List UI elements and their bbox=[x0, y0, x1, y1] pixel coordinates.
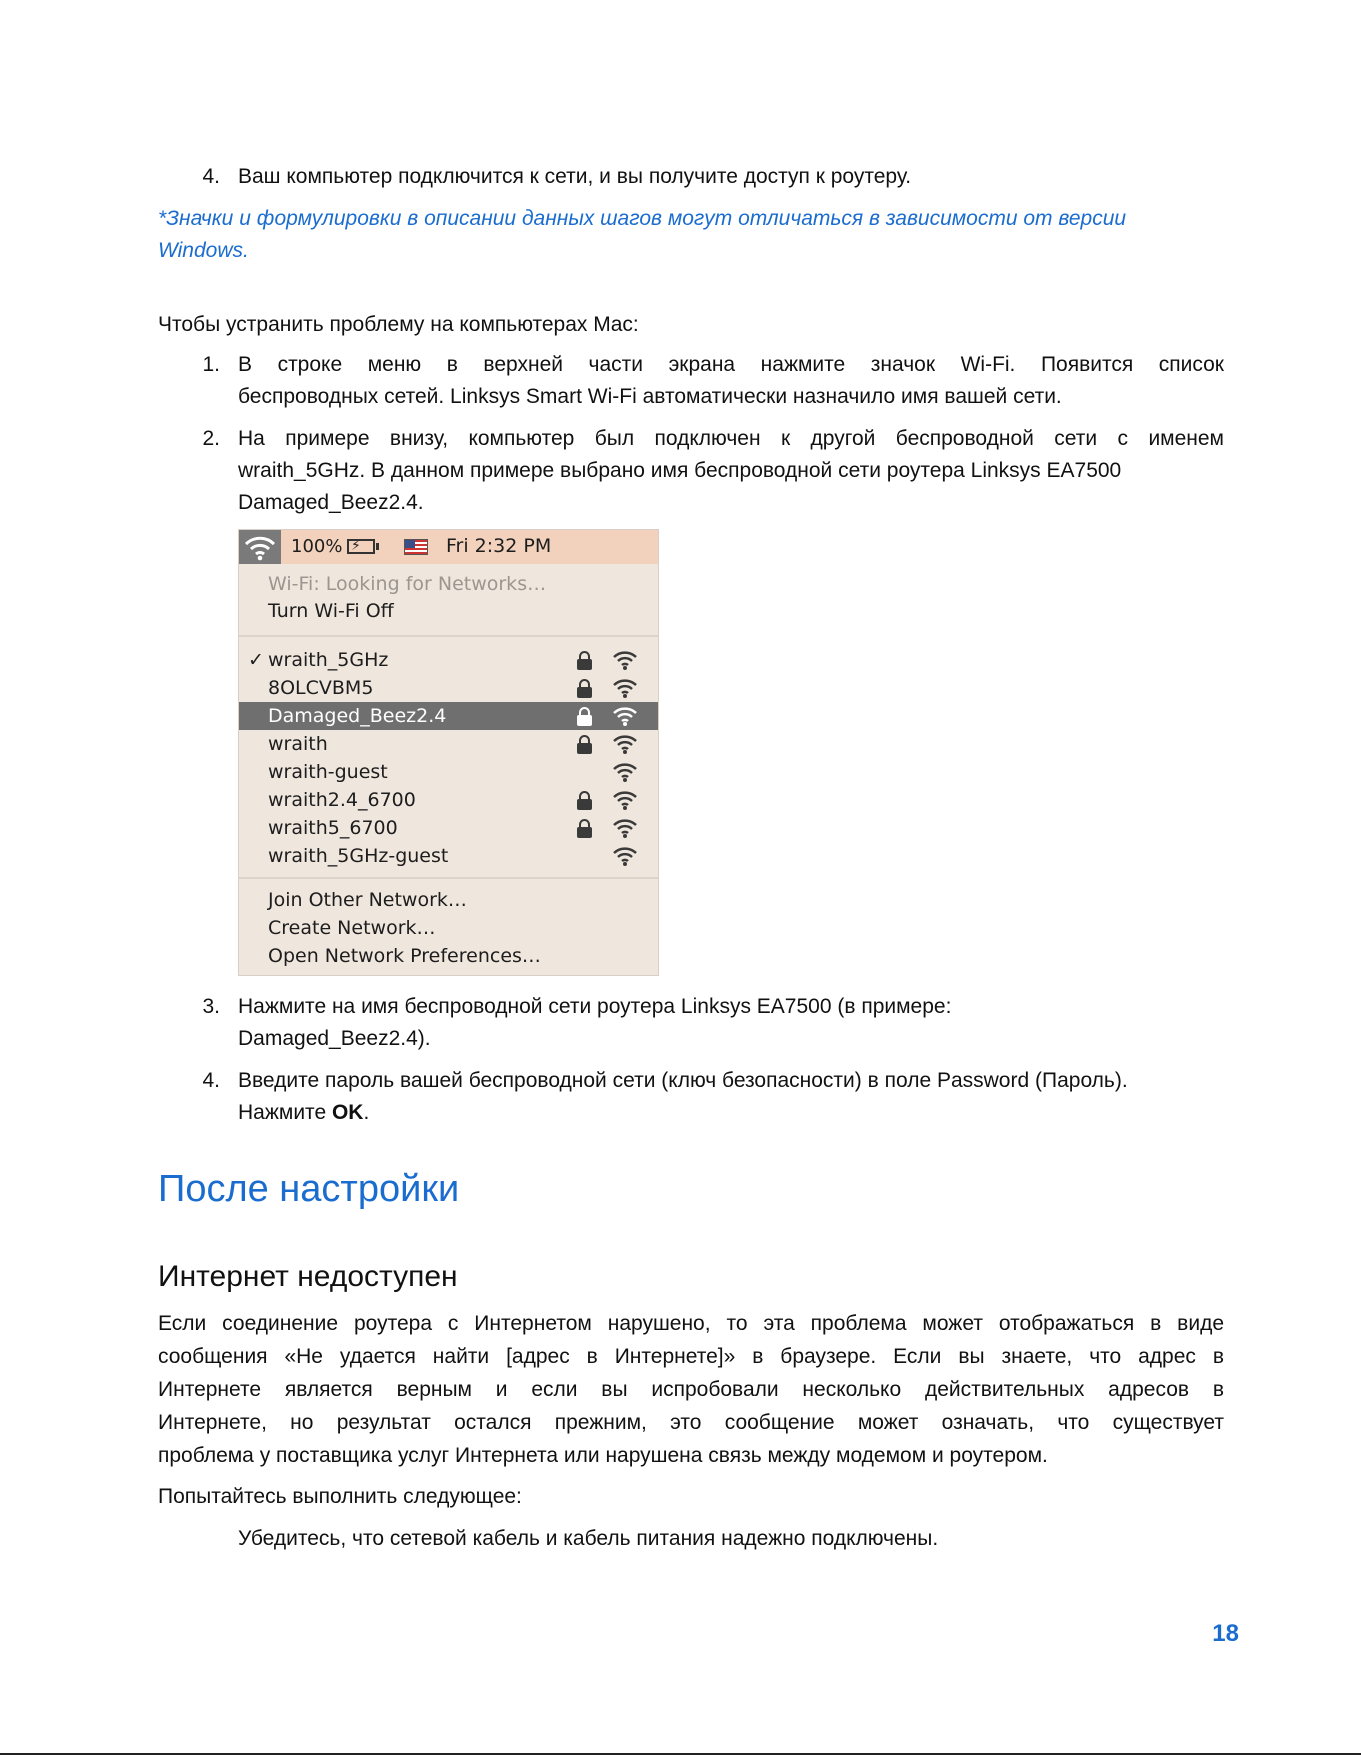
subsection-title: Интернет недоступен bbox=[158, 1260, 458, 1293]
open-network-preferences-item[interactable]: Open Network Preferences… bbox=[268, 945, 541, 967]
battery-tip bbox=[376, 543, 379, 550]
menubar-wifi-icon[interactable] bbox=[239, 530, 281, 564]
network-item[interactable]: wraith-guest bbox=[268, 761, 388, 783]
menu-separator bbox=[239, 877, 659, 879]
step-text: На примере внизу, компьютер был подключен к другой беспроводной сети с именем bbox=[238, 427, 1224, 450]
ok-label: OK bbox=[331, 1101, 364, 1124]
network-item[interactable]: wraith_5GHz-guest bbox=[268, 845, 449, 867]
page-number: 18 bbox=[1212, 1620, 1239, 1647]
network-item[interactable]: Damaged_Beez2.4 bbox=[268, 705, 447, 727]
wifi-signal-icon bbox=[611, 761, 639, 783]
lock-icon bbox=[577, 679, 592, 699]
step-text-period: . bbox=[363, 1101, 370, 1124]
step-text: Damaged_Beez2.4). bbox=[238, 1027, 431, 1050]
paragraph-line: проблема у поставщика услуг Интернета или нарушена связь между модемом и роутером. bbox=[158, 1444, 1048, 1467]
create-network-item[interactable]: Create Network… bbox=[268, 917, 436, 939]
step-text: беспроводных сетей. Linksys Smart Wi-Fi автоматически назначило имя вашей сети. bbox=[238, 385, 1062, 408]
lock-icon bbox=[577, 819, 592, 839]
note-line: *Значки и формулировки в описании данных шагов могут отличаться в зависимости от версии bbox=[158, 207, 1127, 230]
step-number: 4. bbox=[202, 165, 220, 188]
lock-icon bbox=[577, 735, 592, 755]
step-number: 1. bbox=[202, 353, 220, 376]
step-text: Нажмите на имя беспроводной сети роутера Linksys EA7500 (в примере: bbox=[238, 995, 952, 1018]
step-number: 3. bbox=[202, 995, 220, 1018]
wifi-signal-icon bbox=[611, 733, 639, 755]
wifi-status: Wi-Fi: Looking for Networks… bbox=[268, 573, 547, 595]
lock-icon bbox=[577, 791, 592, 811]
step-text: В строке меню в верхней части экрана нажмите значок Wi-Fi. Появится список bbox=[238, 353, 1224, 376]
step-text: Damaged_Beez2.4. bbox=[238, 491, 424, 514]
step-number: 2. bbox=[202, 427, 220, 450]
menu-separator bbox=[239, 635, 659, 637]
step-number: 4. bbox=[202, 1069, 220, 1092]
wifi-signal-icon bbox=[611, 705, 639, 727]
step-text: Ваш компьютер подключится к сети, и вы получите доступ к роутеру. bbox=[238, 165, 912, 188]
flag-canton bbox=[405, 540, 415, 548]
paragraph-line: Интернете является верным и если вы испробовали несколько действительных адресов в bbox=[158, 1378, 1224, 1401]
wifi-signal-icon bbox=[611, 649, 639, 671]
section-title: После настройки bbox=[158, 1168, 460, 1210]
bottom-rule bbox=[0, 1753, 1361, 1755]
paragraph-line: сообщения «Не удается найти [адрес в Интернете]» в браузере. Если вы знаете, что адрес в bbox=[158, 1345, 1224, 1368]
connected-checkmark: ✓ bbox=[248, 649, 264, 671]
wifi-signal-icon bbox=[611, 789, 639, 811]
step-text bbox=[238, 1098, 369, 1128]
wifi-signal-icon bbox=[611, 677, 639, 699]
lock-icon bbox=[577, 651, 592, 671]
battery-percent: 100% bbox=[291, 536, 343, 557]
network-item[interactable]: 8OLCVBM5 bbox=[268, 677, 374, 699]
join-other-network-item[interactable]: Join Other Network… bbox=[268, 889, 467, 911]
paragraph-line: Интернете, но результат остался прежним, это сообщение может означать, что существует bbox=[158, 1411, 1224, 1434]
paragraph-line: Если соединение роутера с Интернетом нарушено, то эта проблема может отображаться в виде bbox=[158, 1312, 1224, 1335]
step-text-plain: Нажмите bbox=[238, 1101, 332, 1124]
step-text: Введите пароль вашей беспроводной сети (ключ безопасности) в поле Password (Пароль). bbox=[238, 1069, 1128, 1092]
network-item[interactable]: wraith2.4_6700 bbox=[268, 789, 416, 811]
network-item[interactable]: wraith_5GHz bbox=[268, 649, 389, 671]
step-text: wraith_5GHz. В данном примере выбрано имя беспроводной сети роутера Linksys EA7500 bbox=[238, 459, 1122, 482]
network-item[interactable]: wraith bbox=[268, 733, 328, 755]
mac-intro: Чтобы устранить проблему на компьютерах Mac: bbox=[158, 313, 639, 336]
lock-icon bbox=[577, 707, 592, 727]
note-line: Windows. bbox=[158, 239, 249, 262]
network-item[interactable]: wraith5_6700 bbox=[268, 817, 398, 839]
wifi-signal-icon bbox=[611, 845, 639, 867]
try-text: Попытайтесь выполнить следующее: bbox=[158, 1485, 522, 1508]
clock: Fri 2:32 PM bbox=[446, 535, 552, 557]
turn-wifi-off-item[interactable]: Turn Wi-Fi Off bbox=[268, 600, 394, 622]
wifi-menu-screenshot bbox=[238, 529, 659, 976]
check-text: Убедитесь, что сетевой кабель и кабель питания надежно подключены. bbox=[238, 1527, 939, 1550]
charging-bolt-icon: ⚡ bbox=[351, 538, 361, 554]
wifi-signal-icon bbox=[611, 817, 639, 839]
